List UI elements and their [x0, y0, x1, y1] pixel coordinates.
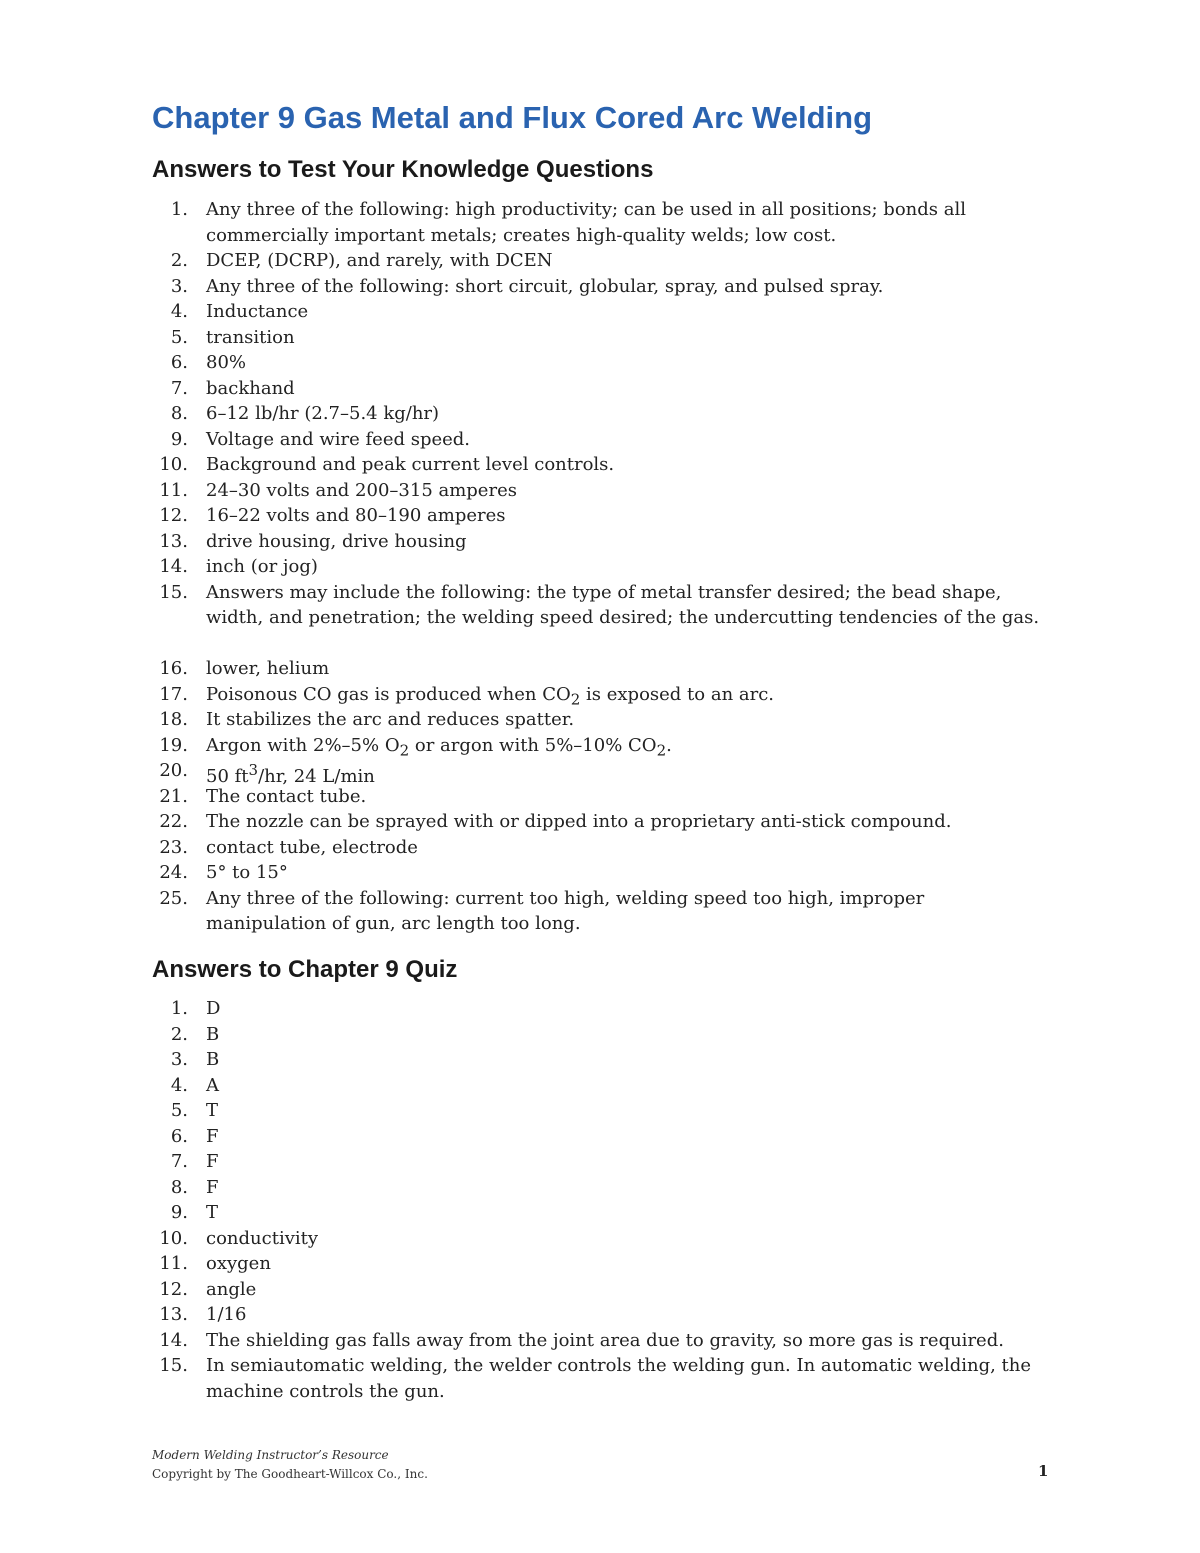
answer-number: 7. [170, 377, 188, 399]
answer-text: backhand [206, 377, 295, 399]
answer-number: 15. [159, 1355, 188, 1376]
answer-item [0, 1226, 1200, 1252]
answer-number: 10. [159, 1227, 188, 1249]
answer-number: 8. [170, 1176, 188, 1198]
answer-text: 6–12 lb/hr (2.7–5.4 kg/hr) [206, 403, 440, 424]
page-number: 1 [1038, 1462, 1049, 1480]
answer-item [0, 299, 1200, 325]
answer-number: 13. [159, 1304, 188, 1325]
answer-number: 3. [170, 275, 188, 297]
answer-text: oxygen [206, 1253, 271, 1274]
answer-text: F [206, 1176, 219, 1198]
answer-text: 16–22 volts and 80–190 amperes [206, 505, 506, 526]
answer-number: 14. [159, 556, 188, 577]
answer-text: The shielding gas falls away from the joint area due to gravity, so more gas is required. [206, 1329, 1004, 1351]
answer-number: 10. [159, 454, 188, 475]
answer-item [0, 1353, 1200, 1404]
answer-text: D [206, 998, 221, 1019]
answer-item [0, 554, 1200, 580]
answer-number: 5. [170, 1100, 188, 1121]
answer-item [0, 529, 1200, 555]
answer-item [0, 1175, 1200, 1201]
answer-text: 1/16 [206, 1304, 247, 1325]
answer-item [0, 1302, 1200, 1328]
answer-text: lower, helium [206, 658, 330, 679]
answer-number: 21. [159, 785, 188, 807]
answer-number: 2. [170, 1023, 188, 1045]
answer-item [0, 1124, 1200, 1150]
answer-number: 12. [159, 1278, 188, 1300]
answer-item [0, 707, 1200, 733]
answer-item [0, 1149, 1200, 1175]
answer-item [0, 809, 1200, 835]
answer-item [0, 1022, 1200, 1048]
answer-item [0, 758, 1200, 787]
answer-item [0, 1098, 1200, 1124]
answer-item [0, 1251, 1200, 1277]
answer-item [0, 1073, 1200, 1099]
answer-number: 16. [159, 658, 188, 679]
answer-text: 50 $ft^3/hr$, 24 L/min [206, 761, 375, 787]
answer-item [0, 1328, 1200, 1354]
answer-text: The contact tube. [206, 785, 367, 807]
answer-text: A [206, 1074, 219, 1096]
quiz-answers-heading: Answers to Chapter 9 Quiz [152, 956, 458, 983]
answer-number: 13. [159, 530, 188, 552]
test-answers-heading: Answers to Test Your Knowledge Questions [152, 156, 654, 183]
answer-number: 17. [159, 683, 188, 705]
answer-item [0, 350, 1200, 376]
answer-text: DCEP, (DCRP), and rarely, with DCEN [206, 250, 553, 271]
answer-item [0, 427, 1200, 453]
answer-text: contact tube, electrode [206, 836, 418, 858]
answer-item [0, 401, 1200, 427]
answer-item [0, 376, 1200, 402]
answer-number: 12. [159, 505, 188, 526]
answer-text: conductivity [206, 1227, 319, 1249]
answer-text: B [206, 1023, 220, 1045]
chapter-title: Chapter 9 Gas Metal and Flux Cored Arc Welding [152, 100, 873, 135]
answer-text: Answers may include the following: the type of metal transfer desired; the bead shape, width, and penetration; the welding speed desired; the undercutting tendencies of the gas. [206, 581, 1040, 628]
answer-item [0, 580, 1200, 657]
answer-text: Voltage and wire feed speed. [206, 428, 471, 450]
answer-item [0, 656, 1200, 682]
footer-book-title: Modern Welding Instructor’s Resource [152, 1448, 389, 1462]
answer-text: It stabilizes the arc and reduces spatter. [206, 709, 575, 730]
answer-item [0, 452, 1200, 478]
answer-item [0, 274, 1200, 300]
answer-number: 25. [159, 887, 188, 909]
answer-item [0, 1047, 1200, 1073]
answer-item [0, 886, 1200, 937]
answer-number: 9. [170, 428, 188, 450]
answer-text: 24–30 volts and 200–315 amperes [206, 479, 517, 501]
answer-number: 1. [170, 199, 188, 220]
answer-number: 22. [159, 811, 188, 832]
answer-text: In semiautomatic welding, the welder controls the welding gun. In automatic welding, the machine controls the gun. [206, 1355, 1032, 1402]
answer-text: Any three of the following: high productivity; can be used in all positions; bonds all commercially important metals; creates high-quality welds; low cost. [206, 199, 966, 246]
answer-item [0, 248, 1200, 274]
answer-item [0, 325, 1200, 351]
answer-text: transition [206, 326, 295, 348]
answer-text: inch (or jog) [206, 556, 318, 577]
answer-item [0, 478, 1200, 504]
answer-number: 8. [170, 403, 188, 424]
answer-text: Background and peak current level controls. [206, 454, 615, 475]
answer-number: 7. [170, 1151, 188, 1172]
answer-text: F [206, 1125, 219, 1147]
answer-text: 5° to 15° [206, 862, 288, 883]
answer-number: 6. [170, 352, 188, 373]
answer-item [0, 197, 1200, 248]
answer-number: 6. [170, 1125, 188, 1147]
answer-text: T [206, 1100, 219, 1121]
answer-text: B [206, 1049, 220, 1070]
answer-number: 2. [170, 250, 188, 271]
answer-number: 11. [159, 479, 188, 501]
answer-number: 5. [170, 326, 188, 348]
answer-number: 18. [159, 709, 188, 730]
answer-item [0, 682, 1200, 708]
answer-text: Inductance [206, 301, 309, 322]
answer-number: 1. [170, 998, 188, 1019]
answer-item [0, 996, 1200, 1022]
answer-item [0, 1277, 1200, 1303]
test-answers-list [0, 197, 1200, 937]
answer-text: T [206, 1202, 219, 1223]
footer-copyright: Copyright by The Goodheart-Willcox Co., Inc. [152, 1467, 428, 1481]
answer-item [0, 1200, 1200, 1226]
answer-text: The nozzle can be sprayed with or dipped into a proprietary anti-stick compound. [206, 811, 952, 832]
answer-number: 11. [159, 1253, 188, 1274]
answer-number: 4. [170, 301, 188, 322]
answer-text: Poisonous CO gas is produced when $CO_2$ is exposed to an arc. [206, 683, 775, 709]
answer-item [0, 784, 1200, 810]
answer-number: 20. [159, 760, 188, 781]
answer-item [0, 860, 1200, 886]
answer-item [0, 503, 1200, 529]
answer-text: Any three of the following: current too high, welding speed too high, improper manipulation of gun, arc length too long. [206, 887, 925, 934]
quiz-answers-list [0, 996, 1200, 1404]
answer-text: angle [206, 1278, 257, 1300]
answer-item [0, 733, 1200, 759]
answer-number: 19. [159, 734, 188, 756]
answer-text: 80% [206, 352, 247, 373]
answer-item [0, 835, 1200, 861]
answer-text: Argon with 2%–5% $O_2$ or argon with 5%–10% $CO_2$. [206, 734, 672, 760]
answer-text: Any three of the following: short circuit, globular, spray, and pulsed spray. [206, 275, 884, 297]
answer-number: 15. [159, 581, 188, 603]
answer-number: 4. [170, 1074, 188, 1096]
answer-number: 23. [159, 836, 188, 858]
answer-number: 9. [170, 1202, 188, 1223]
answer-text: F [206, 1151, 219, 1172]
answer-number: 3. [170, 1049, 188, 1070]
answer-text: drive housing, drive housing [206, 530, 467, 552]
answer-number: 24. [159, 862, 188, 883]
answer-number: 14. [159, 1329, 188, 1351]
